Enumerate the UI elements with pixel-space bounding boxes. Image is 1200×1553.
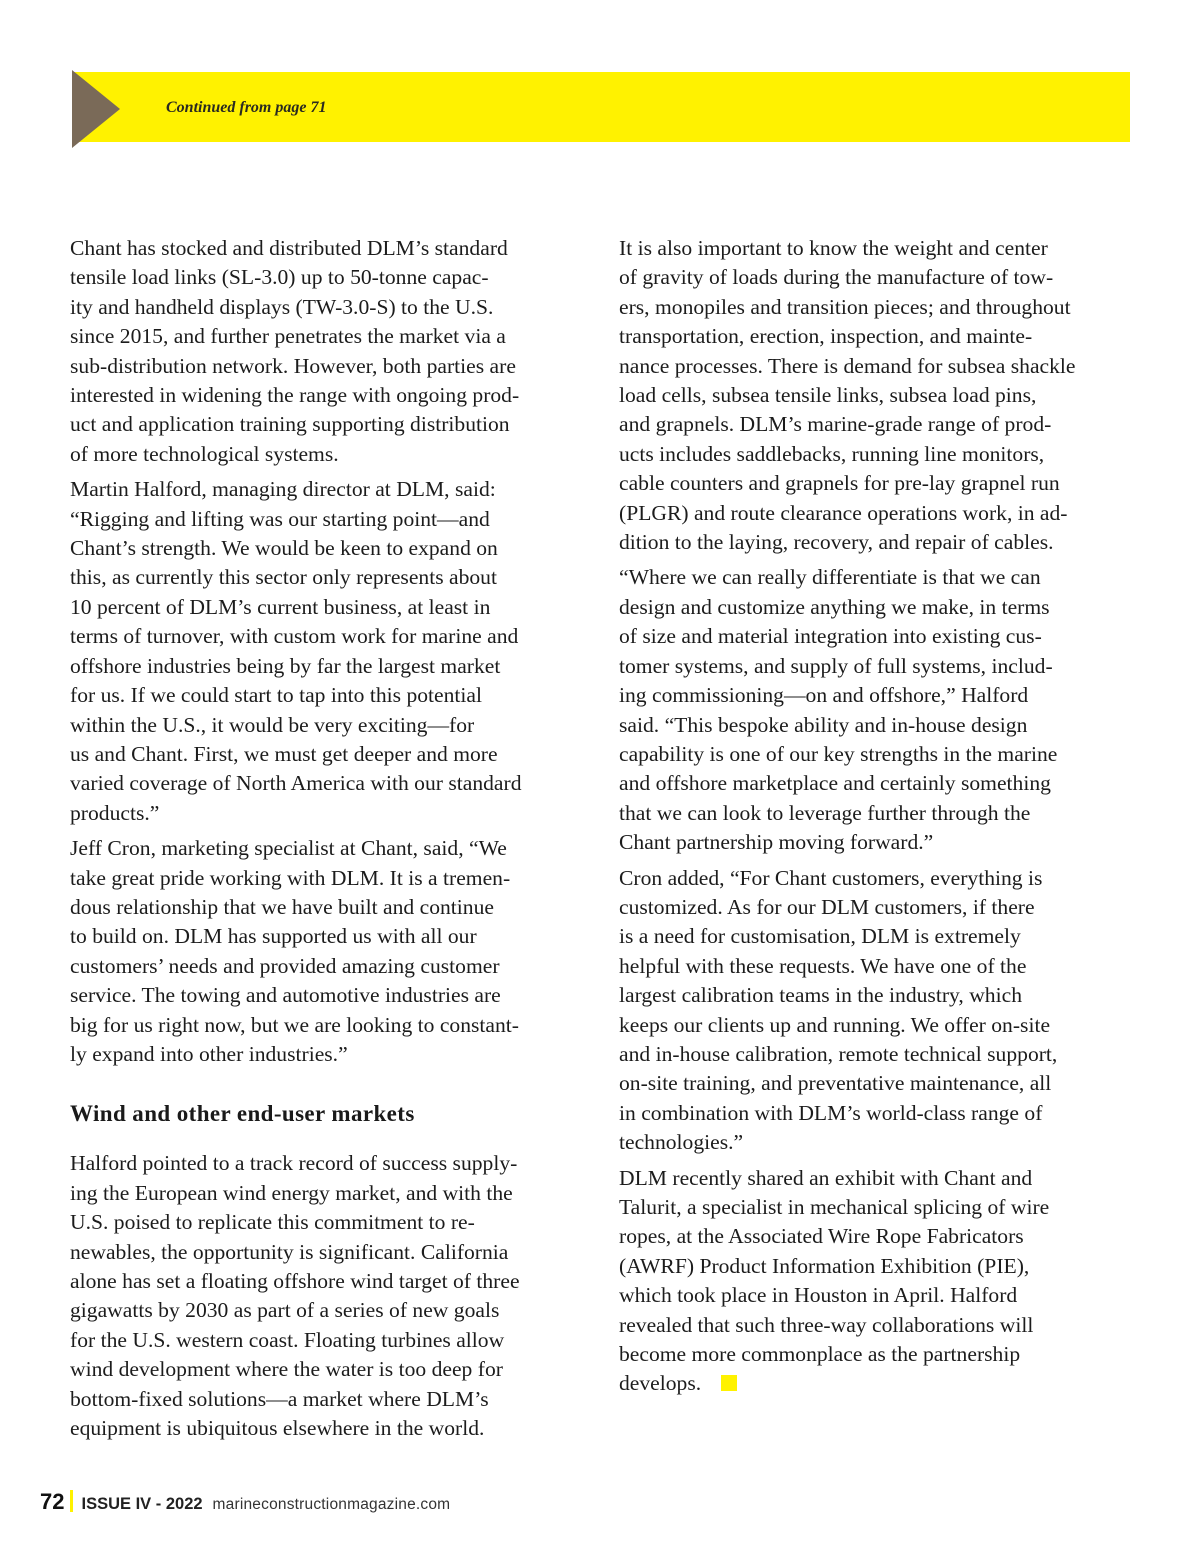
paragraph: [70, 1149, 584, 1443]
text-line: to build on. DLM has supported us with all our: [70, 924, 477, 949]
text-line: transportation, erection, inspection, and mainte-: [619, 324, 1033, 349]
text-line: gigawatts by 2030 as part of a series of new goals: [70, 1298, 500, 1323]
text-line: (PLGR) and route clearance operations work, in ad-: [619, 500, 1068, 525]
text-line: Jeff Cron, marketing specialist at Chant, said, “We: [70, 836, 507, 861]
text-line: terms of turnover, with custom work for marine and: [70, 624, 519, 649]
text-line: nance processes. There is demand for subsea shackle: [619, 353, 1076, 378]
text-line: said. “This bespoke ability and in-house design: [619, 712, 1028, 737]
text-line: ers, monopiles and transition pieces; and throughout: [619, 294, 1071, 319]
text-line: customized. As for our DLM customers, if there: [619, 894, 1035, 919]
text-line: big for us right now, but we are looking to constant-: [70, 1012, 519, 1037]
end-mark-icon: [721, 1375, 737, 1391]
page-number: 72: [40, 1489, 65, 1514]
text-line: for the U.S. western coast. Floating turbines allow: [70, 1327, 505, 1352]
text-line: ucts includes saddlebacks, running line monitors,: [619, 441, 1045, 466]
text-line: of more technological systems.: [70, 441, 339, 466]
text-line: revealed that such three-way collaborations will: [619, 1312, 1034, 1337]
text-line: of size and material integration into existing cus-: [619, 624, 1042, 649]
text-line: design and customize anything we make, in terms: [619, 594, 1050, 619]
text-line: for us. If we could start to tap into this potential: [70, 683, 482, 708]
text-line: interested in widening the range with ongoing prod-: [70, 383, 520, 408]
paragraph: [619, 234, 1133, 557]
right-column: [619, 234, 1133, 1405]
text-line: ity and handheld displays (TW-3.0-S) to the U.S.: [70, 294, 494, 319]
text-line: ropes, at the Associated Wire Rope Fabricators: [619, 1224, 1024, 1249]
text-line: Chant partnership moving forward.”: [619, 830, 934, 855]
paragraph: [70, 234, 584, 469]
text-line: is a need for customisation, DLM is extremely: [619, 924, 1021, 949]
paragraph: [619, 563, 1133, 857]
text-line: and offshore marketplace and certainly something: [619, 771, 1051, 796]
text-line: us and Chant. First, we must get deeper and more: [70, 741, 498, 766]
text-line: technologies.”: [619, 1130, 744, 1155]
text-line: that we can look to leverage further through the: [619, 800, 1031, 825]
footer-divider: [70, 1490, 73, 1512]
text-line: ing commissioning—on and offshore,” Halford: [619, 683, 1029, 708]
text-line: Chant has stocked and distributed DLM’s standard: [70, 236, 508, 260]
section-subhead: Wind and other end-user markets: [70, 1101, 415, 1127]
website-link[interactable]: marineconstructionmagazine.com: [212, 1496, 451, 1513]
text-line: capability is one of our key strengths in the marine: [619, 741, 1058, 766]
text-line: DLM recently shared an exhibit with Chant and: [619, 1165, 1033, 1190]
text-line: in combination with DLM’s world-class range of: [619, 1100, 1043, 1125]
text-line: this, as currently this sector only represents about: [70, 565, 497, 590]
text-line: within the U.S., it would be very exciting—for: [70, 712, 475, 737]
text-line: cable counters and grapnels for pre-lay grapnel run: [619, 471, 1060, 496]
text-line: products.”: [70, 800, 160, 825]
text-line: and in-house calibration, remote technical support,: [619, 1041, 1058, 1066]
text-line: “Where we can really differentiate is that we can: [619, 565, 1041, 590]
paragraph: [70, 475, 584, 828]
text-line: sub-distribution network. However, both parties are: [70, 353, 516, 378]
text-line: “Rigging and lifting was our starting point—and: [70, 506, 490, 531]
text-line: take great pride working with DLM. It is a tremen-: [70, 865, 511, 890]
text-line: tomer systems, and supply of full systems, includ-: [619, 653, 1053, 678]
text-line: service. The towing and automotive industries are: [70, 983, 501, 1008]
text-line: helpful with these requests. We have one of the: [619, 953, 1027, 978]
text-line: dous relationship that we have built and continue: [70, 894, 494, 919]
text-line: customers’ needs and provided amazing customer: [70, 953, 500, 978]
text-line: Halford pointed to a track record of success supply-: [70, 1151, 518, 1176]
text-line: offshore industries being by far the largest market: [70, 653, 501, 678]
text-line: (AWRF) Product Information Exhibition (PIE),: [619, 1253, 1030, 1278]
text-line: ing the European wind energy market, and with the: [70, 1180, 513, 1205]
text-line: keeps our clients up and running. We offer on-site: [619, 1012, 1051, 1037]
final-paragraph: [619, 1164, 1133, 1399]
text-line: dition to the laying, recovery, and repair of cables.: [619, 530, 1054, 555]
text-line: uct and application training supporting distribution: [70, 412, 510, 437]
text-line: varied coverage of North America with our standard: [70, 771, 522, 796]
paragraph: [70, 834, 584, 1069]
text-line: U.S. poised to replicate this commitment to re-: [70, 1210, 475, 1235]
text-line: of gravity of loads during the manufacture of tow-: [619, 265, 1054, 290]
text-line: wind development where the water is too deep for: [70, 1357, 503, 1382]
text-line: alone has set a floating offshore wind target of three: [70, 1269, 520, 1293]
text-line: become more commonplace as the partnership: [619, 1342, 1021, 1367]
text-line: Talurit, a specialist in mechanical splicing of wire: [619, 1195, 1050, 1219]
issue-label: ISSUE IV - 2022: [81, 1495, 203, 1513]
page-footer: [40, 1487, 450, 1515]
paragraph: [619, 864, 1133, 1158]
continued-from-label: Continued from page 71: [166, 99, 327, 116]
text-line: since 2015, and further penetrates the market via a: [70, 324, 506, 349]
text-line: Cron added, “For Chant customers, everything is: [619, 865, 1043, 890]
text-line: largest calibration teams in the industry, which: [619, 983, 1022, 1008]
arrow-icon: [72, 70, 120, 148]
text-line: 10 percent of DLM’s current business, at least in: [70, 594, 491, 619]
text-line: on-site training, and preventative maintenance, all: [619, 1071, 1052, 1096]
text-line: newables, the opportunity is significant. California: [70, 1239, 509, 1264]
text-line: ly expand into other industries.”: [70, 1041, 348, 1066]
text-line: It is also important to know the weight and center: [619, 236, 1048, 260]
text-line: bottom-fixed solutions—a market where DLM’s: [70, 1386, 489, 1411]
text-line: which took place in Houston in April. Halford: [619, 1283, 1018, 1308]
text-line: Martin Halford, managing director at DLM, said:: [70, 477, 496, 502]
text-line: tensile load links (SL-3.0) up to 50-tonne capac-: [70, 265, 489, 290]
text-line: Chant’s strength. We would be keen to expand on: [70, 536, 498, 561]
text-line: equipment is ubiquitous elsewhere in the world.: [70, 1416, 485, 1441]
text-line: develops.: [619, 1369, 1133, 1398]
text-line: and grapnels. DLM’s marine-grade range of prod-: [619, 412, 1052, 437]
left-column: [70, 234, 584, 1449]
text-line: load cells, subsea tensile links, subsea load pins,: [619, 383, 1037, 408]
